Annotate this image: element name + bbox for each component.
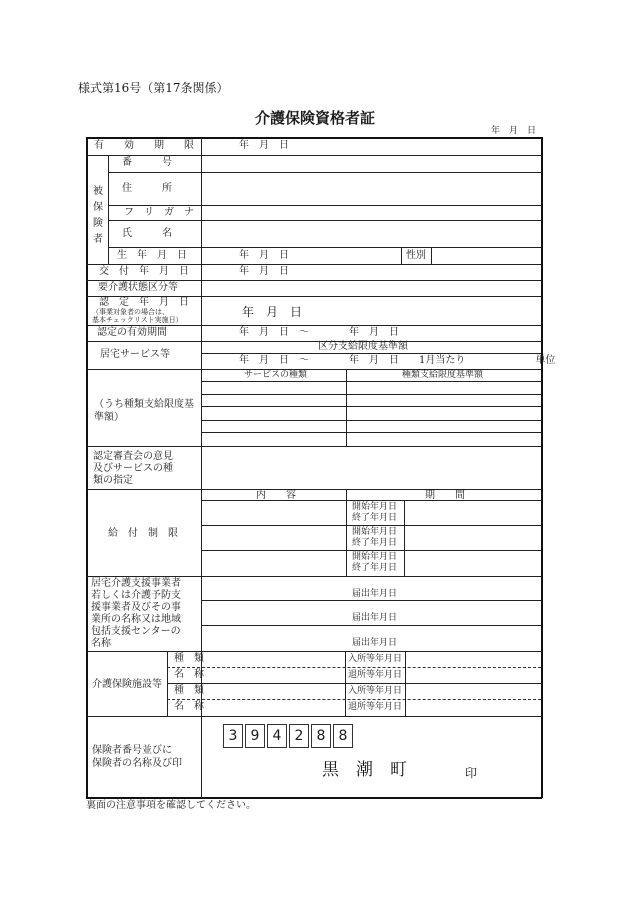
label-home-service: 居宅サービス等 xyxy=(100,349,170,360)
label-sex: 性別 xyxy=(406,250,426,261)
label-benefit-limit: 給 付 制 限 xyxy=(108,528,178,539)
value-cert-period: 年 月 日 ～ 年 月 日 xyxy=(239,327,399,338)
limit-value: 年 月 日 ～ 年 月 日 1月当たり 単位 xyxy=(239,355,556,366)
name-2: 名 称 xyxy=(174,701,204,712)
end-1: 終了年月日 xyxy=(352,513,398,523)
label-care-level: 要介護状態区分等 xyxy=(98,282,178,293)
label-of-which: （うち種類支給限度基準額） xyxy=(94,399,194,423)
insurer-digit: 3 xyxy=(223,724,243,748)
col-period: 期 間 xyxy=(425,490,465,501)
footer-note: 裏面の注意事項を確認してください。 xyxy=(86,800,256,811)
col-content: 内 容 xyxy=(256,490,296,501)
filing-date-1: 届出年月日 xyxy=(352,589,398,599)
label-insured-1: 被 xyxy=(93,186,103,197)
cert-note-1: （事業対象者の場合は、 xyxy=(92,308,169,316)
col-type-limit: 種類支給限度基準額 xyxy=(402,370,484,380)
admission-1: 入所等年月日 xyxy=(348,654,403,664)
start-2: 開始年月日 xyxy=(352,527,398,537)
label-facility: 介護保険施設等 xyxy=(92,679,162,690)
issue-date: 年 月 日 xyxy=(491,126,537,136)
seal-mark: 印 xyxy=(465,766,478,780)
filing-date-3: 届出年月日 xyxy=(352,638,398,648)
col-service-type: サービスの種類 xyxy=(244,370,308,380)
label-cert-date: 認 定 年 月 日 xyxy=(99,297,189,308)
opinion-1: 認定審査会の意見 xyxy=(93,451,173,462)
label-cert-period: 認定の有効期間 xyxy=(97,327,167,338)
label-address: 住 所 xyxy=(122,183,172,194)
insurer-name: 黒 潮 町 xyxy=(322,760,407,780)
label-insured-2: 保 xyxy=(93,202,103,213)
provider-2: 若しくは介護予防支 xyxy=(91,590,181,601)
insurer-digit: 4 xyxy=(267,724,287,748)
insurer-digit: 8 xyxy=(311,724,331,748)
provider-1: 居宅介護支援事業者 xyxy=(91,578,181,589)
label-delivery: 交 付 年 月 日 xyxy=(99,266,189,277)
insurer-digit: 2 xyxy=(289,724,309,748)
label-validity: 有 効 期 限 xyxy=(94,140,194,151)
insurer-digit: 8 xyxy=(333,724,353,748)
label-number: 番 号 xyxy=(122,157,172,168)
provider-3: 援事業者及びその事 xyxy=(91,602,181,613)
admission-2: 入所等年月日 xyxy=(348,686,403,696)
label-insured-3: 険 xyxy=(93,218,103,229)
kind-1: 種 類 xyxy=(174,653,204,664)
end-3: 終了年月日 xyxy=(352,563,398,573)
insurer-digit: 9 xyxy=(245,724,265,748)
value-delivery: 年 月 日 xyxy=(239,266,289,277)
name-1: 名 称 xyxy=(174,669,204,680)
value-validity: 年 月 日 xyxy=(239,140,289,151)
cert-note-2: 基本チェックリスト実施日） xyxy=(92,316,183,324)
start-1: 開始年月日 xyxy=(352,502,398,512)
provider-4: 業所の名称又は地域 xyxy=(91,614,181,625)
end-2: 終了年月日 xyxy=(352,538,398,548)
filing-date-2: 届出年月日 xyxy=(352,613,398,623)
discharge-1: 退所等年月日 xyxy=(348,670,403,680)
label-name: 氏 名 xyxy=(122,228,172,239)
opinion-3: 類の指定 xyxy=(93,475,133,486)
start-3: 開始年月日 xyxy=(352,552,398,562)
value-dob: 年 月 日 xyxy=(239,250,289,261)
form-title: 介護保険資格者証 xyxy=(255,109,376,127)
form-number: 様式第16号（第17条関係） xyxy=(78,81,229,95)
provider-6: 名称 xyxy=(91,638,111,649)
label-furigana: フ リ ガ ナ xyxy=(124,207,194,218)
insurer-label-2: 保険者の名称及び印 xyxy=(92,758,182,769)
provider-5: 包括支援センターの xyxy=(91,626,181,637)
discharge-2: 退所等年月日 xyxy=(348,702,403,712)
kind-2: 種 類 xyxy=(174,685,204,696)
label-insured-4: 者 xyxy=(93,234,103,245)
opinion-2: 及びサービスの種 xyxy=(93,463,173,474)
value-cert-date: 年 月 日 xyxy=(242,305,303,319)
label-dob: 生 年 月 日 xyxy=(117,250,187,261)
limit-header: 区分支給限度基準額 xyxy=(318,341,408,352)
insurer-label-1: 保険者番号並びに xyxy=(92,745,172,756)
